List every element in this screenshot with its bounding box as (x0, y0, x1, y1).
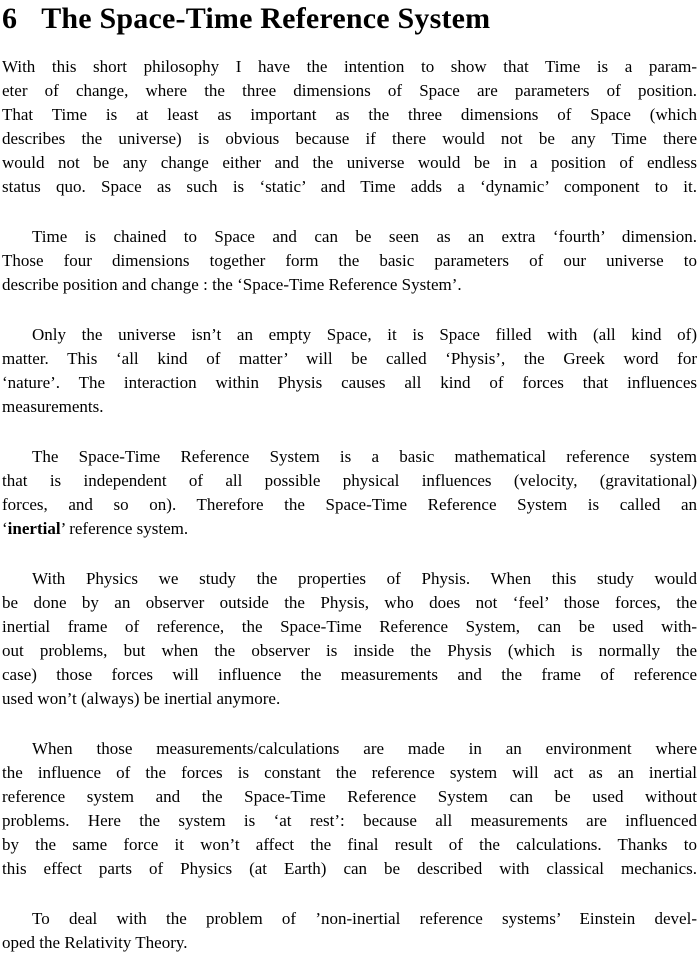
text-line (2, 175, 697, 199)
text-line (2, 371, 697, 395)
text-line (2, 273, 697, 297)
text-line (2, 663, 697, 687)
text-line (2, 225, 697, 249)
text-line (2, 785, 697, 809)
text-segment: this effect parts of Physics (at Earth) can be described with classical mechanics. (2, 859, 697, 878)
text-segment: case) those forces will influence the measurements and the frame of reference (2, 665, 697, 684)
text-segment: matter. This ‘all kind of matter’ will be called ‘Physis’, the Greek word for (2, 349, 697, 368)
text-segment: ’ reference system. (60, 519, 189, 538)
text-segment: problems. Here the system is ‘at rest’: because all measurements are influenced (2, 811, 697, 830)
text-segment: With Physics we study the properties of Physis. When this study would (32, 569, 697, 588)
text-segment: With this short philosophy I have the intention to show that Time is a param- (2, 57, 697, 76)
text-segment: Time is chained to Space and can be seen as an extra ‘fourth’ dimension. (32, 227, 697, 246)
text-line (2, 323, 697, 347)
text-line (2, 517, 697, 541)
section-heading (2, 2, 697, 36)
paragraph (2, 567, 697, 711)
text-line (2, 833, 697, 857)
text-segment: reference system and the Space-Time Reference System can be used without (2, 787, 697, 806)
text-line (2, 615, 697, 639)
text-line (2, 395, 697, 419)
text-segment: When those measurements/calculations are made in an environment where (32, 739, 697, 758)
text-line (2, 249, 697, 273)
paragraph (2, 225, 697, 297)
paragraph (2, 737, 697, 881)
text-segment: That Time is at least as important as the three dimensions of Space (which (2, 105, 697, 124)
text-segment: To deal with the problem of ’non-inertial reference systems’ Einstein devel- (32, 909, 697, 928)
text-segment: the influence of the forces is constant the reference system will act as an inertial (2, 763, 697, 782)
text-segment: eter of change, where the three dimensions of Space are parameters of position. (2, 81, 697, 100)
text-segment: The Space-Time Reference System is a basic mathematical reference system (32, 447, 697, 466)
paragraph (2, 445, 697, 541)
text-line (2, 857, 697, 881)
text-segment: describes the universe) is obvious because if there would not be any Time there (2, 129, 697, 148)
text-segment: that is independent of all possible physical influences (velocity, (gravitational) (2, 471, 697, 490)
text-line (2, 931, 697, 955)
text-segment: Those four dimensions together form the basic parameters of our universe to (2, 251, 697, 270)
text-segment: inertial frame of reference, the Space-Time Reference System, can be used with- (2, 617, 697, 636)
text-line (2, 687, 697, 711)
text-line (2, 809, 697, 833)
section-title: The Space-Time Reference System (41, 2, 491, 35)
text-segment: ‘nature’. The interaction within Physis causes all kind of forces that influences (2, 373, 697, 392)
text-segment: ‘ (2, 519, 8, 538)
text-segment: Only the universe isn’t an empty Space, it is Space filled with (all kind of) (32, 325, 697, 344)
text-segment: by the same force it won’t affect the final result of the calculations. Thanks to (2, 835, 697, 854)
text-segment: be done by an observer outside the Physis, who does not ‘feel’ those forces, the (2, 593, 697, 612)
text-line (2, 151, 697, 175)
text-segment: measurements. (2, 397, 104, 416)
text-line (2, 567, 697, 591)
paragraph (2, 323, 697, 419)
document-body (2, 55, 697, 955)
bold-text: inertial (7, 519, 61, 538)
paragraph (2, 55, 697, 199)
text-line (2, 79, 697, 103)
text-line (2, 469, 697, 493)
text-line (2, 761, 697, 785)
text-line (2, 591, 697, 615)
paragraph (2, 907, 697, 955)
text-segment: oped the Relativity Theory. (2, 933, 188, 952)
text-line (2, 103, 697, 127)
text-line (2, 907, 697, 931)
text-segment: describe position and change : the ‘Space-Time Reference System’. (2, 275, 462, 294)
text-line (2, 639, 697, 663)
text-line (2, 445, 697, 469)
text-segment: used won’t (always) be inertial anymore. (2, 689, 281, 708)
text-segment: forces, and so on). Therefore the Space-Time Reference System is called an (2, 495, 697, 514)
text-line (2, 347, 697, 371)
text-line (2, 127, 697, 151)
text-segment: would not be any change either and the universe would be in a position of endless (2, 153, 697, 172)
text-line (2, 55, 697, 79)
text-line (2, 737, 697, 761)
text-segment: out problems, but when the observer is inside the Physis (which is normally the (2, 641, 697, 660)
text-line (2, 493, 697, 517)
section-number: 6 (2, 2, 18, 35)
text-segment: status quo. Space as such is ‘static’ and Time adds a ‘dynamic’ component to it. (2, 177, 697, 196)
